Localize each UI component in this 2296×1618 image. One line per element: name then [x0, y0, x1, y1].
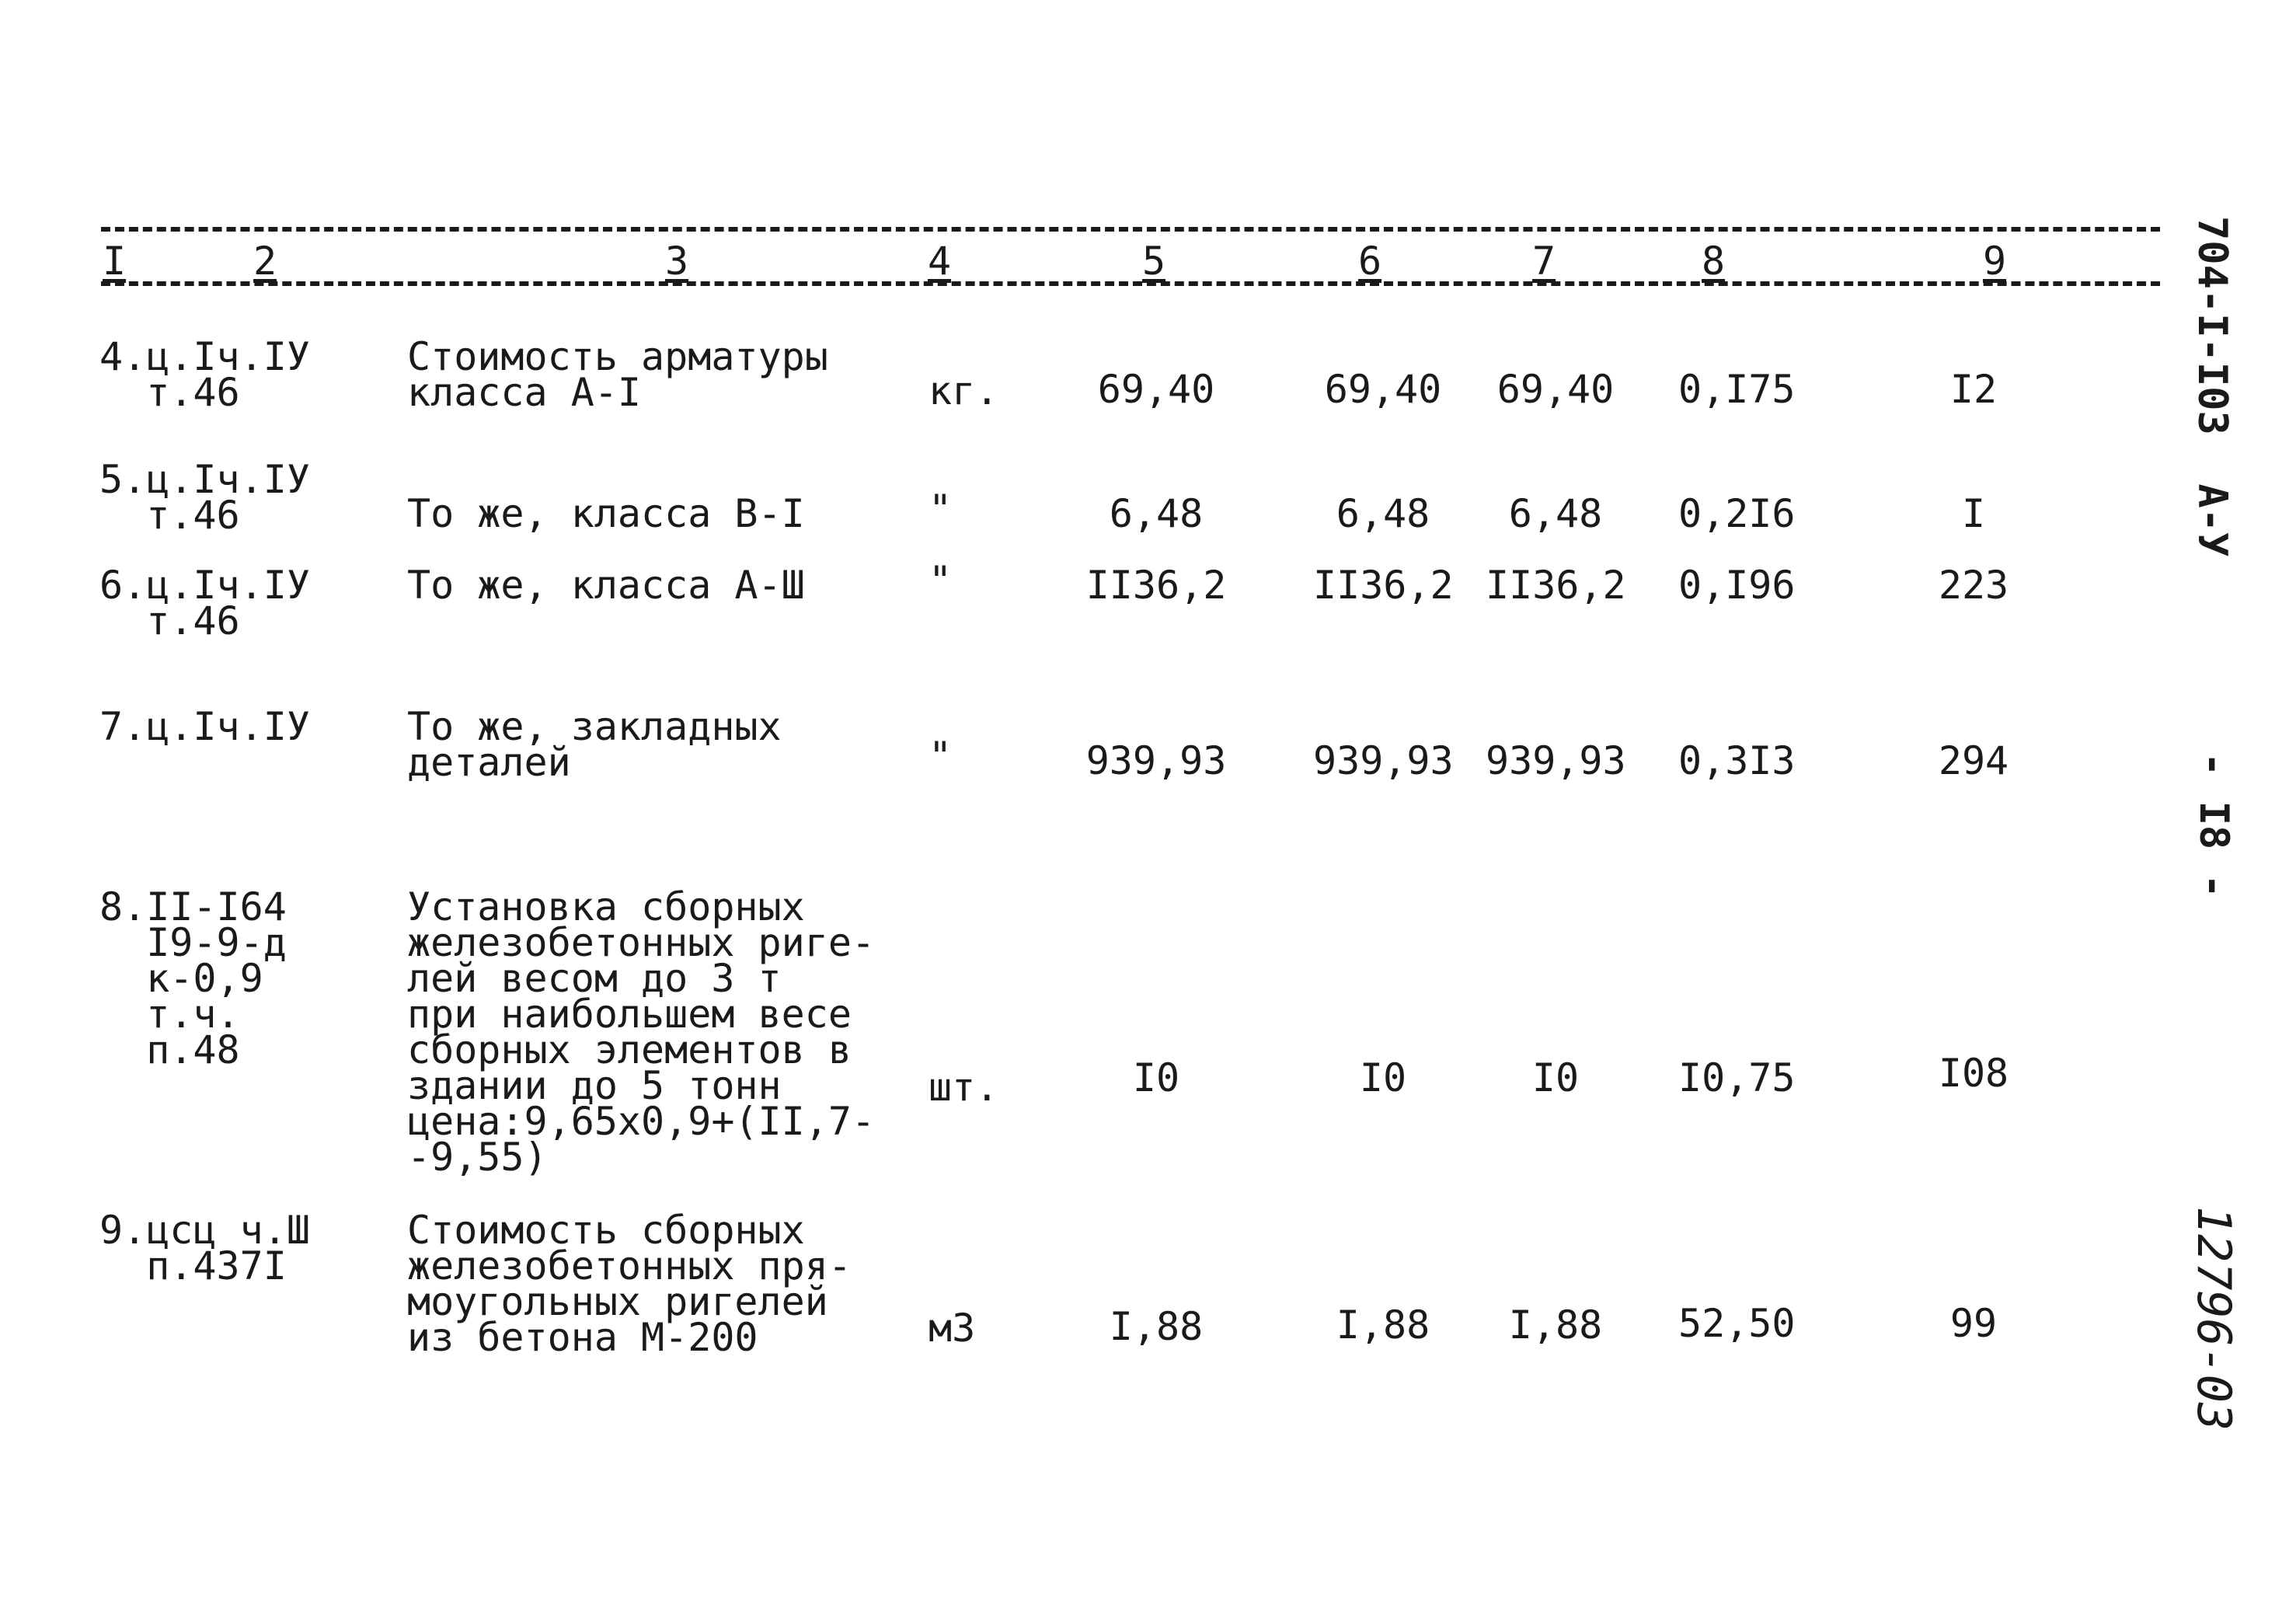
- row-col7: 69,40: [1496, 367, 1615, 412]
- column-header-2: 2: [253, 239, 277, 284]
- row-col9: 99: [1949, 1301, 1998, 1346]
- row-col8: 0,2I6: [1678, 491, 1796, 536]
- row-unit: кг.: [929, 368, 999, 413]
- row-description: То же, класса В-I: [407, 491, 805, 536]
- row-col6: 69,40: [1324, 367, 1442, 412]
- row-description: То же, класса А-Ш: [407, 563, 805, 608]
- row-col5: 939,93: [1085, 738, 1227, 783]
- row-col8: I0,75: [1678, 1055, 1796, 1100]
- row-col9: I: [1961, 491, 1986, 536]
- row-code: 5.ц.Iч.IУ т.46: [99, 457, 310, 538]
- row-col6: I,88: [1336, 1302, 1430, 1348]
- column-header-8: 8: [1702, 239, 1726, 284]
- column-header-9: 9: [1983, 239, 2007, 284]
- column-header-7: 7: [1532, 239, 1556, 284]
- row-col8: 0,I96: [1678, 563, 1796, 608]
- inventory-number: 12796-03: [2186, 1206, 2241, 1431]
- header-top-rule: [101, 227, 2160, 232]
- row-description: Стоимость арматуры класса А-I: [407, 334, 828, 415]
- column-header-6: 6: [1358, 239, 1382, 284]
- row-col8: 52,50: [1678, 1301, 1796, 1346]
- document-number-stamp: 704-I-I03 А-У: [2189, 216, 2235, 557]
- row-col9: I2: [1949, 367, 1998, 412]
- row-unit: ": [929, 486, 953, 532]
- row-col7: 6,48: [1508, 491, 1603, 536]
- row-code: 6.ц.Iч.IУ т.46: [99, 563, 310, 643]
- row-col5: 6,48: [1109, 491, 1204, 536]
- column-header-3: 3: [665, 239, 689, 284]
- column-header-1: I: [103, 239, 127, 284]
- row-code: 7.ц.Iч.IУ: [99, 704, 310, 749]
- row-description: Установка сборных железобетонных риге- лей весом до 3 т при наибольшем весе сборных элементов в здании до 5 тонн цена:9,65х0,9+(II,7- -9,55): [407, 884, 876, 1180]
- row-unit: ": [929, 558, 953, 603]
- page-number: - I8 -: [2190, 752, 2237, 898]
- row-col5: 69,40: [1097, 367, 1215, 412]
- row-col6: 939,93: [1313, 738, 1454, 783]
- row-code: 9.цсц ч.Ш п.437I: [99, 1208, 310, 1288]
- row-unit: ": [929, 734, 953, 779]
- column-header-4: 4: [928, 239, 952, 284]
- row-col5: II36,2: [1085, 563, 1227, 608]
- header-bottom-rule: [101, 281, 2160, 286]
- row-unit: м3: [929, 1306, 976, 1351]
- row-col5: I,88: [1109, 1304, 1204, 1349]
- row-col5: I0: [1132, 1055, 1180, 1100]
- row-col8: 0,I75: [1678, 367, 1796, 412]
- row-col7: I0: [1531, 1055, 1580, 1100]
- row-col6: I0: [1359, 1055, 1407, 1100]
- row-col9: 294: [1938, 738, 2009, 783]
- row-col7: I,88: [1508, 1302, 1603, 1348]
- row-code: 8.II-I64 I9-9-д к-0,9 т.ч. п.48: [99, 884, 287, 1072]
- row-col9: I08: [1938, 1051, 2009, 1096]
- column-header-5: 5: [1142, 239, 1166, 284]
- row-description: То же, закладных деталей: [407, 704, 782, 785]
- row-unit: шт.: [929, 1065, 999, 1110]
- row-col7: 939,93: [1486, 738, 1626, 783]
- row-code: 4.ц.Iч.IУ т.46: [99, 334, 310, 415]
- row-col6: II36,2: [1313, 563, 1454, 608]
- row-col6: 6,48: [1336, 491, 1430, 536]
- row-col9: 223: [1938, 563, 2009, 608]
- row-col8: 0,3I3: [1678, 738, 1796, 783]
- row-col7: II36,2: [1486, 563, 1626, 608]
- row-description: Стоимость сборных железобетонных пря- моугольных ригелей из бетона М-200: [407, 1208, 852, 1360]
